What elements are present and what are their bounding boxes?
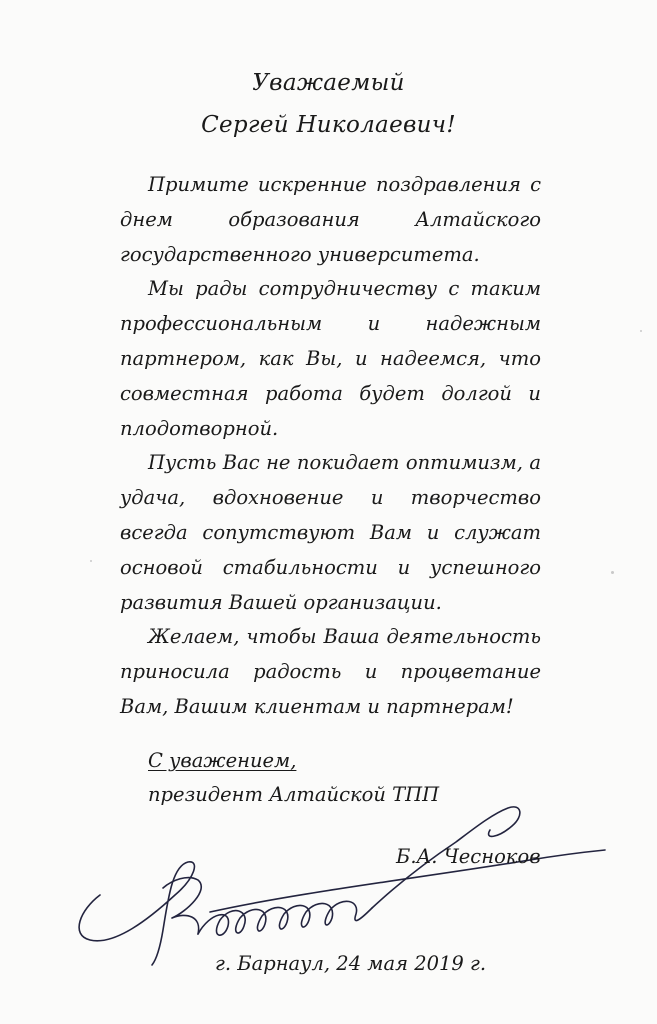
scan-speck <box>640 330 642 332</box>
place-date: г. Барнаул, 24 мая 2019 г. <box>215 952 487 975</box>
closing-line: С уважением, <box>148 749 297 772</box>
scan-speck <box>90 560 92 562</box>
paragraph-wishes: Пусть Вас не покидает оптимизм, а удача, вдохновение и творчество всегда сопутствуют Вам и служат основой стабильности и успешного развития Вашей организации. <box>120 451 541 614</box>
paragraph-congratulation: Примите искренние поздравления с днем образования Алтайского государственного университета. <box>120 173 541 266</box>
paragraph-cooperation: Мы рады сотрудничеству с таким профессиональным и надежным партнером, как Вы, и надеемся, что совместная работа будет долгой и плодотворной. <box>120 277 541 440</box>
salutation <box>0 62 657 146</box>
scan-speck <box>611 571 614 574</box>
signer-position: президент Алтайской ТПП <box>148 783 440 806</box>
letter-body <box>120 168 541 725</box>
paragraph-closing-wish: Желаем, чтобы Ваша деятельность приносила радость и процветание Вам, Вашим клиентам и партнерам! <box>120 625 541 718</box>
signer-name: Б.А. Чесноков <box>396 845 541 868</box>
handwritten-signature <box>60 800 620 970</box>
salutation-line-2: Сергей Николаевич! <box>201 112 456 138</box>
salutation-line-1: Уважаемый <box>252 70 405 96</box>
